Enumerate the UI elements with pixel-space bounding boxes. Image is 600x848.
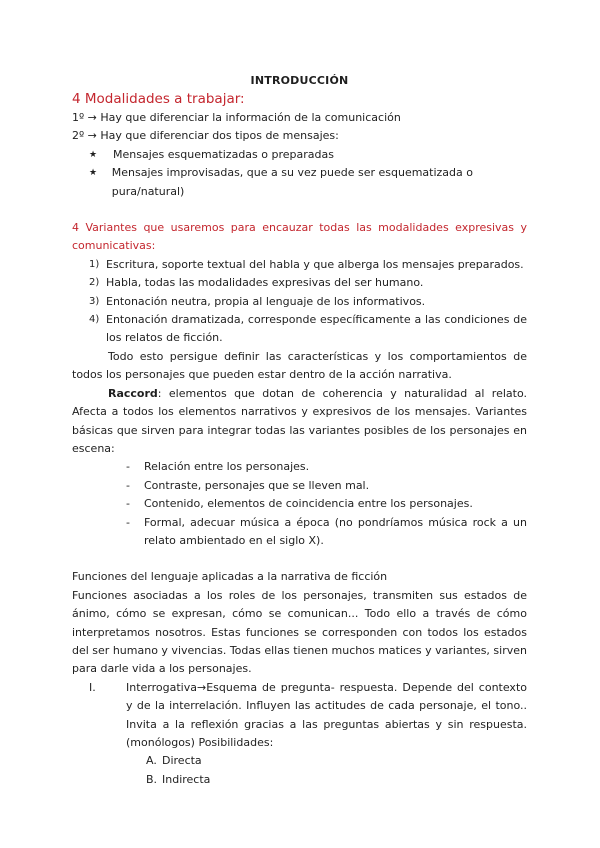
raccord-term: Raccord: [108, 386, 158, 400]
list-item: - Contenido, elementos de coincidencia entre los personajes.: [126, 497, 473, 511]
star-icon: ★: [89, 168, 98, 179]
star-icon: ★: [89, 149, 98, 160]
funciones-list: [72, 679, 527, 753]
list-item: B. Indirecta: [146, 772, 211, 786]
paragraph-funciones: Funciones asociadas a los roles de los personajes, transmiten sus estados de ánimo, cómo se expresan, cómo se comunican... Todo ello a través de cómo interpretamos nosotros. Estas funciones se corresponden con todos los estados del ser humano y vivencias. Todas ellas tienen muchos matices y variantes, sirven para darle vida a los personajes.: [72, 588, 527, 676]
list-item: - Contraste, personajes que se lleven mal.: [126, 478, 370, 492]
message-type-list: [72, 146, 527, 201]
raccord-variants-list: [72, 458, 527, 550]
section-heading-funciones: Funciones del lenguaje aplicadas a la narrativa de ficción: [72, 570, 388, 584]
list-item: ★ Mensajes improvisadas, que a su vez puede ser esquematizada o pura/natural): [72, 164, 527, 201]
list-item: I. Interrogativa→Esquema de pregunta- respuesta. Depende del contexto y de la interrelación. Influyen las actitudes de cada personaje, el tono.. Invita a la reflexión gracias a las preguntas abiertas y sin respuesta. (monólogos) Posibilidades:: [89, 680, 527, 749]
paragraph-raccord: Raccord: elementos que dotan de coherencia y naturalidad al relato. Afecta a todos los elementos narrativos y expresivos de los mensajes. Variantes básicas que sirven para integrar todas las variantes posibles de los personajes en escena:: [72, 386, 527, 455]
line-1: 1º → Hay que diferenciar la información de la comunicación: [72, 111, 401, 124]
list-item: 1) Escritura, soporte textual del habla y que alberga los mensajes preparados.: [89, 257, 524, 271]
list-item: - Relación entre los personajes.: [126, 460, 310, 474]
list-item: ★ Mensajes esquematizadas o preparadas: [72, 146, 527, 164]
posibilidades-list: [72, 752, 527, 789]
list-item: 2) Habla, todas las modalidades expresivas del ser humano.: [89, 276, 424, 290]
section-heading-variantes: 4 Variantes que usaremos para encauzar todas las modalidades expresivas y comunicativas:: [72, 221, 527, 253]
paragraph-characteristics: Todo esto persigue definir las características y los comportamientos de todos los personajes que pueden estar dentro de la acción narrativa.: [72, 349, 527, 382]
list-item: 4) Entonación dramatizada, corresponde específicamente a las condiciones de los relatos de ficción.: [89, 313, 527, 345]
list-item: 3) Entonación neutra, propia al lenguaje de los informativos.: [89, 294, 426, 308]
list-item: A. Directa: [146, 754, 202, 768]
page-title: INTRODUCCIÓN: [250, 74, 349, 87]
document-page: [72, 72, 527, 789]
line-2: 2º → Hay que diferenciar dos tipos de mensajes:: [72, 129, 339, 143]
list-item: - Formal, adecuar música a época (no pondríamos música rock a un relato ambientado en el siglo X).: [126, 515, 527, 547]
variantes-list: [72, 256, 527, 348]
section-heading-modalidades: 4 Modalidades a trabajar:: [72, 91, 245, 107]
